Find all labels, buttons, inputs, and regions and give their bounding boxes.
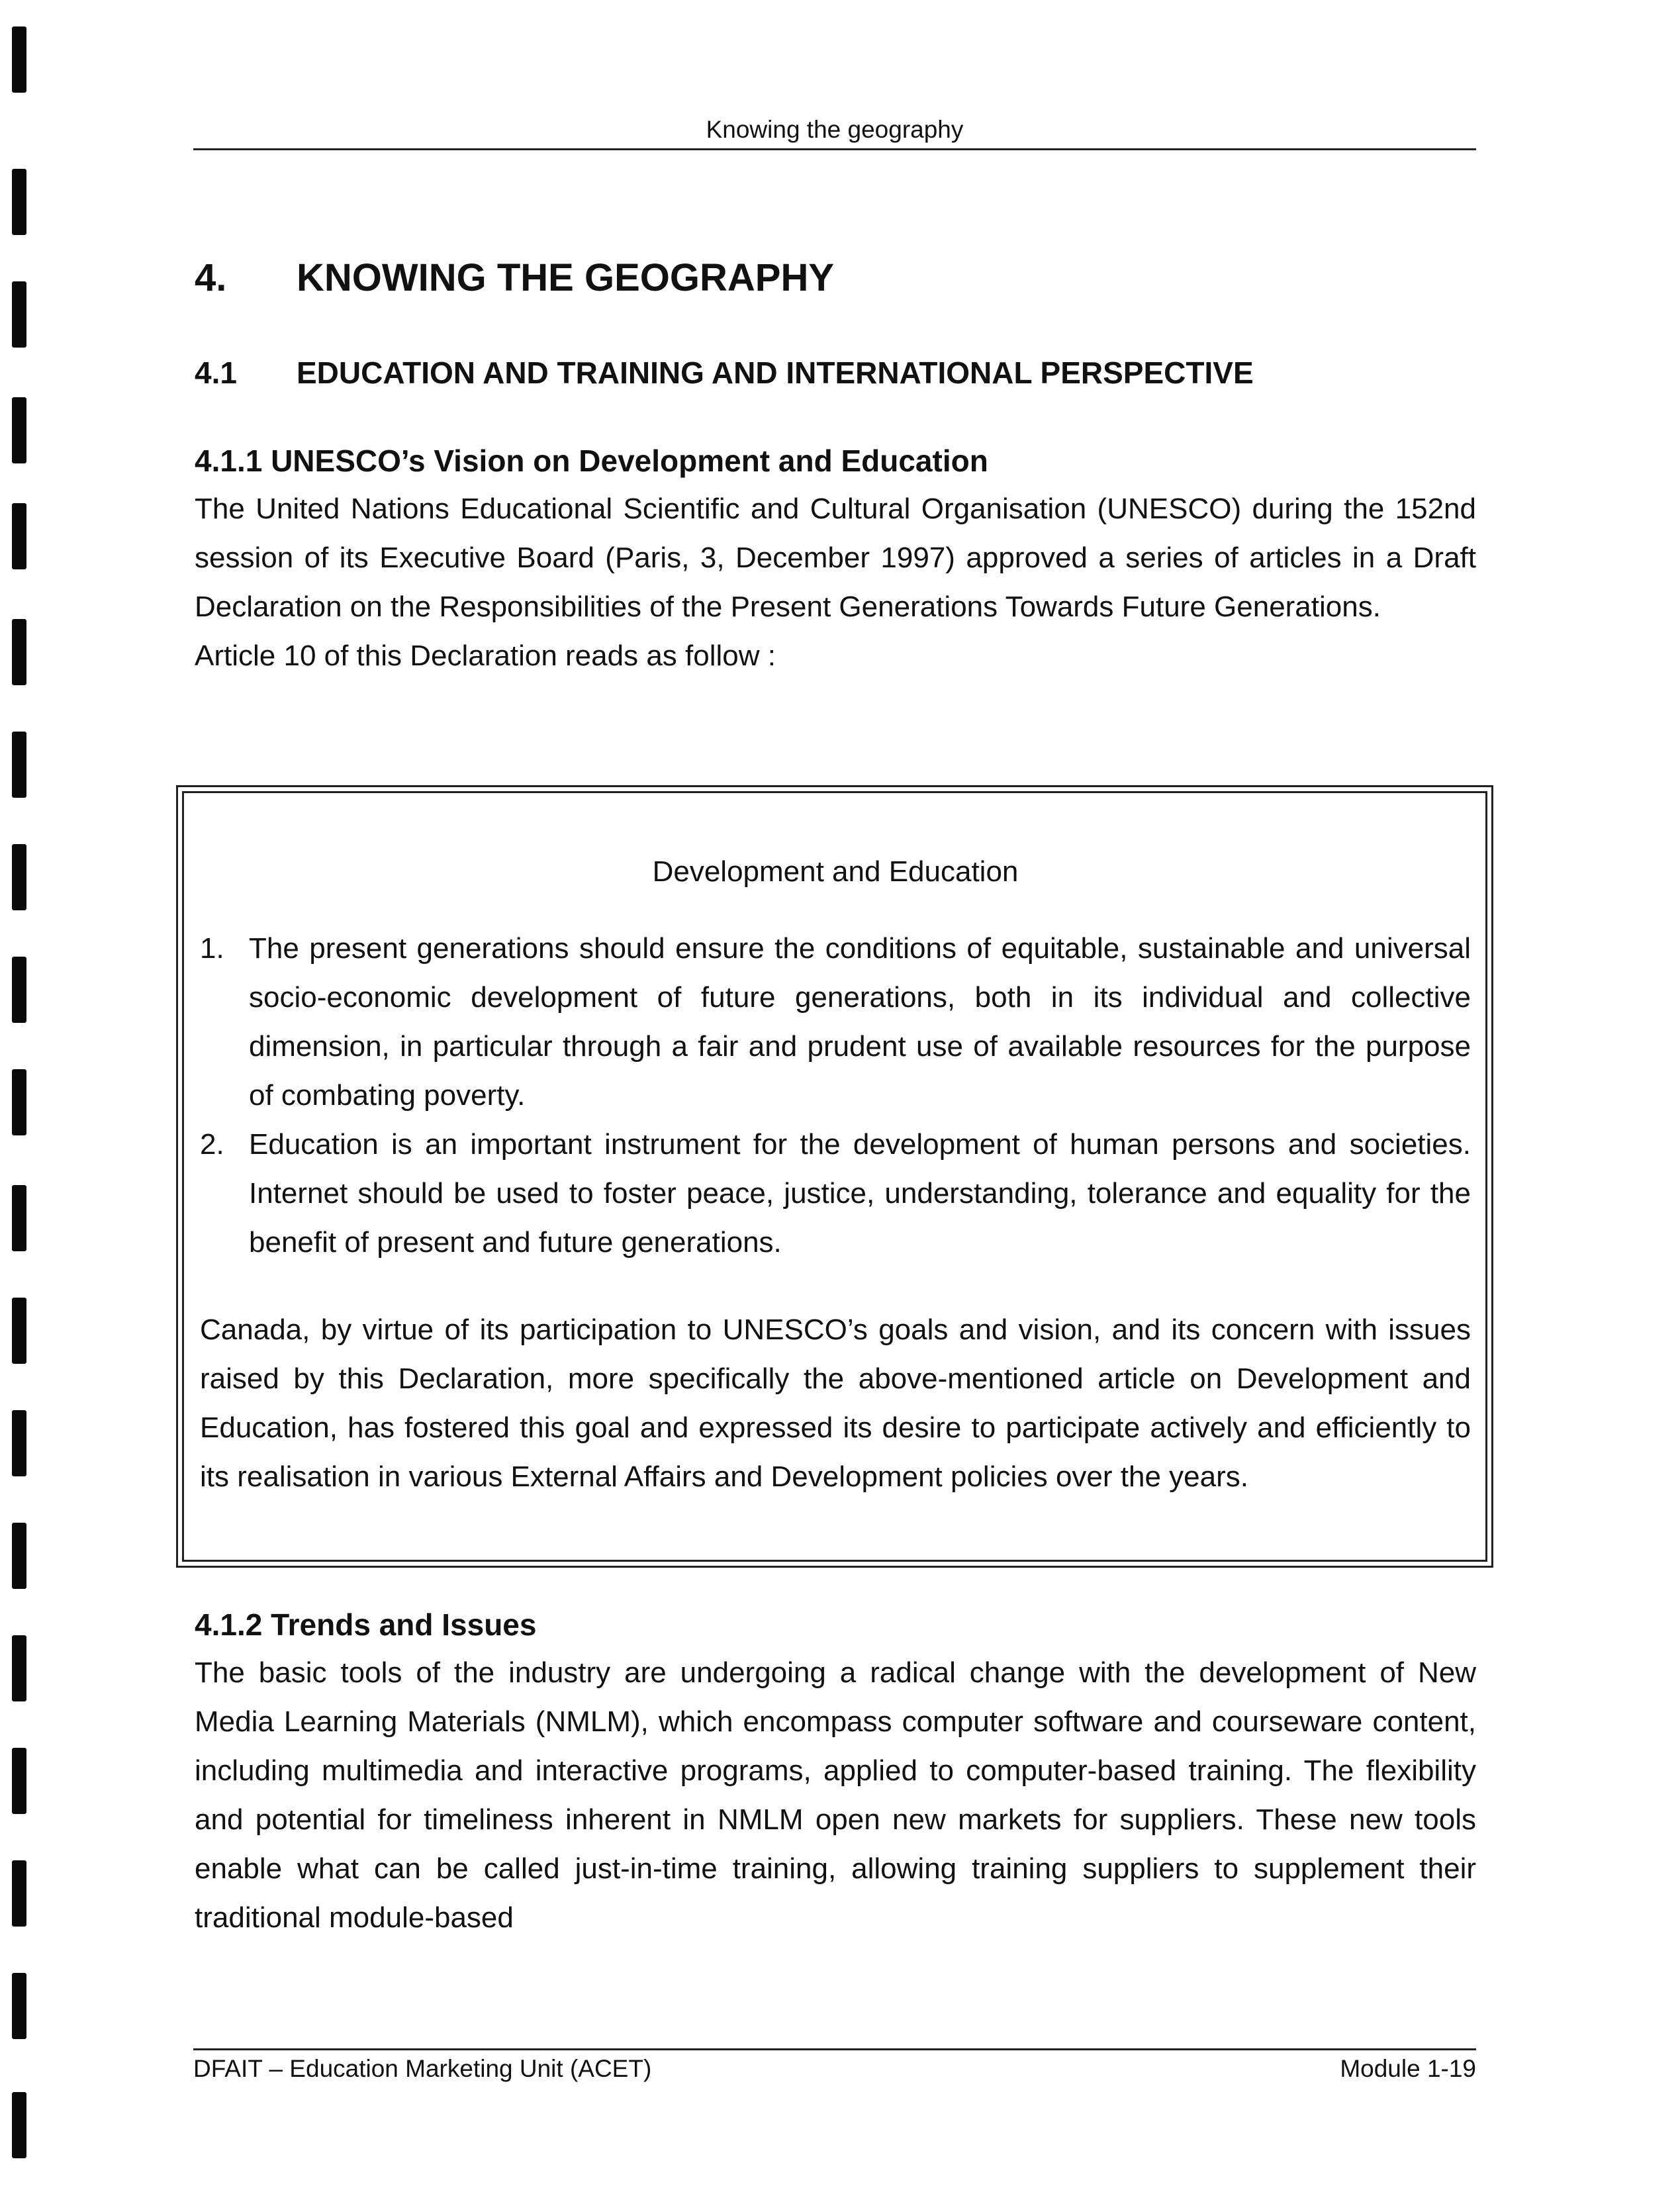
page-footer	[193, 2048, 1476, 2086]
binder-hole	[12, 169, 26, 235]
binder-hole	[12, 1410, 26, 1476]
section-number: 4.1	[195, 356, 237, 390]
binder-hole	[12, 844, 26, 910]
declaration-box	[176, 785, 1493, 1568]
binder-hole	[12, 957, 26, 1023]
footer-source: DFAIT – Education Marketing Unit (ACET)	[193, 2055, 652, 2082]
list-marker: 2.	[200, 1128, 224, 1161]
section-heading	[195, 351, 1254, 395]
running-header: Knowing the geography	[193, 113, 1476, 150]
section-title: EDUCATION AND TRAINING AND INTERNATIONAL PERSPECTIVE	[297, 356, 1254, 390]
list-item	[200, 1120, 1471, 1267]
subsection-trends-issues	[195, 1601, 1476, 1942]
footer-page-number: Module 1-19	[1340, 2055, 1476, 2082]
binder-hole	[12, 397, 26, 463]
binder-hole	[12, 26, 26, 93]
binder-hole	[12, 1973, 26, 2039]
chapter-title: KNOWING THE GEOGRAPHY	[297, 256, 835, 299]
binder-hole	[12, 1298, 26, 1364]
declaration-box-title: Development and Education	[652, 855, 1019, 888]
binder-hole	[12, 1635, 26, 1701]
binder-hole	[12, 281, 26, 348]
binder-hole	[12, 732, 26, 798]
binder-hole	[12, 1523, 26, 1589]
binder-hole	[12, 503, 26, 569]
list-item-text: The present generations should ensure the conditions of equitable, sustainable and universal socio-economic development of future generations, both in its individual and collective dimension, in particular through a fair and prudent use of available resources for the purpose of combating poverty.	[249, 932, 1471, 1112]
article-lead-in: Article 10 of this Declaration reads as follow :	[195, 640, 776, 672]
binder-hole	[12, 1748, 26, 1814]
declaration-box-inner	[182, 791, 1487, 1562]
list-item	[200, 924, 1471, 1120]
list-item-text: Education is an important instrument for the development of human persons and societies. Internet should be used to foster peace, justice, understanding, tolerance and equality for the benefit of present and future generations.	[249, 1128, 1471, 1259]
binder-hole	[12, 619, 26, 685]
binder-hole	[12, 2092, 26, 2158]
chapter-number: 4.	[195, 256, 227, 299]
binder-hole	[12, 1069, 26, 1135]
binder-hole	[12, 1185, 26, 1251]
subsection-unesco-vision	[195, 437, 1476, 681]
body-paragraph: The United Nations Educational Scientific and Cultural Organisation (UNESCO) during the 152nd session of its Executive Board (Paris, 3, December 1997) approved a series of articles in a Draft Declaration on the Responsibilities of the Present Generations Towards Future Generations.	[195, 493, 1476, 623]
chapter-heading	[195, 252, 834, 305]
subsection-heading: 4.1.2 Trends and Issues	[195, 1607, 537, 1642]
list-marker: 1.	[200, 932, 224, 965]
article-list	[200, 924, 1471, 1267]
binder-holes	[12, 0, 32, 2196]
body-paragraph: The basic tools of the industry are undergoing a radical change with the development of New Media Learning Materials (NMLM), which encompass computer software and courseware content, including multimedia and interactive programs, applied to computer-based training. The flexibility and potential for timeliness inherent in NMLM open new markets for suppliers. These new tools enable what can be called just-in-time training, allowing training suppliers to supplement their traditional module-based	[195, 1656, 1476, 1934]
binder-hole	[12, 1860, 26, 1927]
subsection-heading: 4.1.1 UNESCO’s Vision on Development and Education	[195, 444, 988, 478]
declaration-box-paragraph: Canada, by virtue of its participation to UNESCO’s goals and vision, and its concern with issues raised by this Declaration, more specifically the above-mentioned article on Development and Education, has fostered this goal and expressed its desire to participate actively and efficiently to its realisation in various External Affairs and Development policies over the years.	[200, 1313, 1471, 1493]
